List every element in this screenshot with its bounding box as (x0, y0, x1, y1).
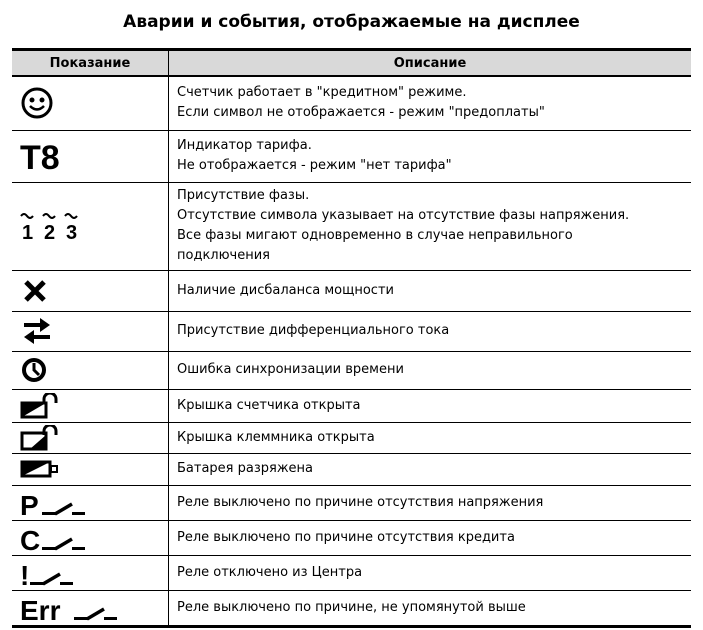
row-description (169, 555, 692, 590)
description-line: Реле выключено по причине отсутствия кредита (177, 529, 515, 545)
description-line: Индикатор тарифа. (177, 138, 312, 153)
relay-err-icon (12, 590, 169, 626)
description-line: Присутствие фазы. (177, 188, 310, 203)
description-line: Крышка клеммника открыта (177, 429, 375, 445)
svg-text:!: ! (20, 559, 30, 588)
row-description (169, 182, 692, 270)
terminal-cover-open-icon (12, 422, 169, 453)
row-description (169, 453, 692, 485)
description-line: Наличие дисбаланса мощности (177, 282, 394, 298)
table-row (12, 389, 691, 422)
arrows-exchange-icon (12, 311, 169, 351)
relay-excl-icon (12, 555, 169, 590)
relay-c-icon (12, 520, 169, 555)
clock-icon (12, 351, 169, 389)
svg-text:C: C (20, 524, 41, 553)
row-description (169, 351, 692, 389)
table-header (12, 50, 691, 77)
description-line: Если символ не отображается - режим "предоплаты" (177, 105, 545, 121)
table-row (12, 130, 691, 182)
header-indication: Показание (12, 50, 169, 77)
row-description (169, 389, 692, 422)
row-description (169, 311, 692, 351)
description-line: Реле отключено из Центра (177, 564, 363, 580)
table-row (12, 422, 691, 453)
table-row (12, 182, 691, 270)
description-line: Реле выключено по причине, не упомянутой выше (177, 599, 526, 615)
row-description (169, 520, 692, 555)
description-line: Реле выключено по причине отсутствия напряжения (177, 494, 544, 510)
table-row (12, 520, 691, 555)
row-description (169, 130, 692, 182)
row-description (169, 485, 692, 520)
svg-text:3: 3 (66, 222, 78, 243)
tariff-t8-icon (12, 130, 169, 182)
table-row (12, 453, 691, 485)
table-row (12, 76, 691, 130)
table-row (12, 351, 691, 389)
events-table (12, 48, 691, 628)
description-line: Все фазы мигают одновременно в случае неправильного (177, 228, 573, 243)
table-row (12, 270, 691, 311)
row-description (169, 76, 692, 130)
svg-text:1: 1 (22, 222, 34, 243)
svg-text:Err: Err (20, 594, 61, 623)
description-line: подключения (177, 248, 270, 263)
row-description (169, 590, 692, 626)
header-description: Описание (169, 50, 692, 77)
table-row (12, 555, 691, 590)
cross-icon (12, 270, 169, 311)
page-title: Аварии и события, отображаемые на дисплее (123, 12, 580, 32)
svg-text:T8: T8 (20, 139, 60, 173)
meter-cover-open-icon (12, 389, 169, 422)
description-line: Крышка счетчика открыта (177, 397, 361, 413)
description-line: Батарея разряжена (177, 461, 314, 476)
description-line: Ошибка синхронизации времени (177, 362, 404, 377)
row-description (169, 422, 692, 453)
description-line: Не отображается - режим "нет тарифа" (177, 158, 452, 173)
relay-p-icon (12, 485, 169, 520)
description-line: Отсутствие символа указывает на отсутствие фазы напряжения. (177, 208, 630, 223)
table-row (12, 485, 691, 520)
table-row (12, 311, 691, 351)
battery-low-icon (12, 453, 169, 485)
phases-icon (12, 182, 169, 270)
description-line: Счетчик работает в "кредитном" режиме. (177, 85, 467, 101)
svg-text:P: P (20, 489, 39, 518)
svg-text:2: 2 (44, 222, 56, 243)
row-description (169, 270, 692, 311)
description-line: Присутствие дифференциального тока (177, 323, 450, 338)
smiley-icon (12, 76, 169, 130)
table-row (12, 590, 691, 626)
